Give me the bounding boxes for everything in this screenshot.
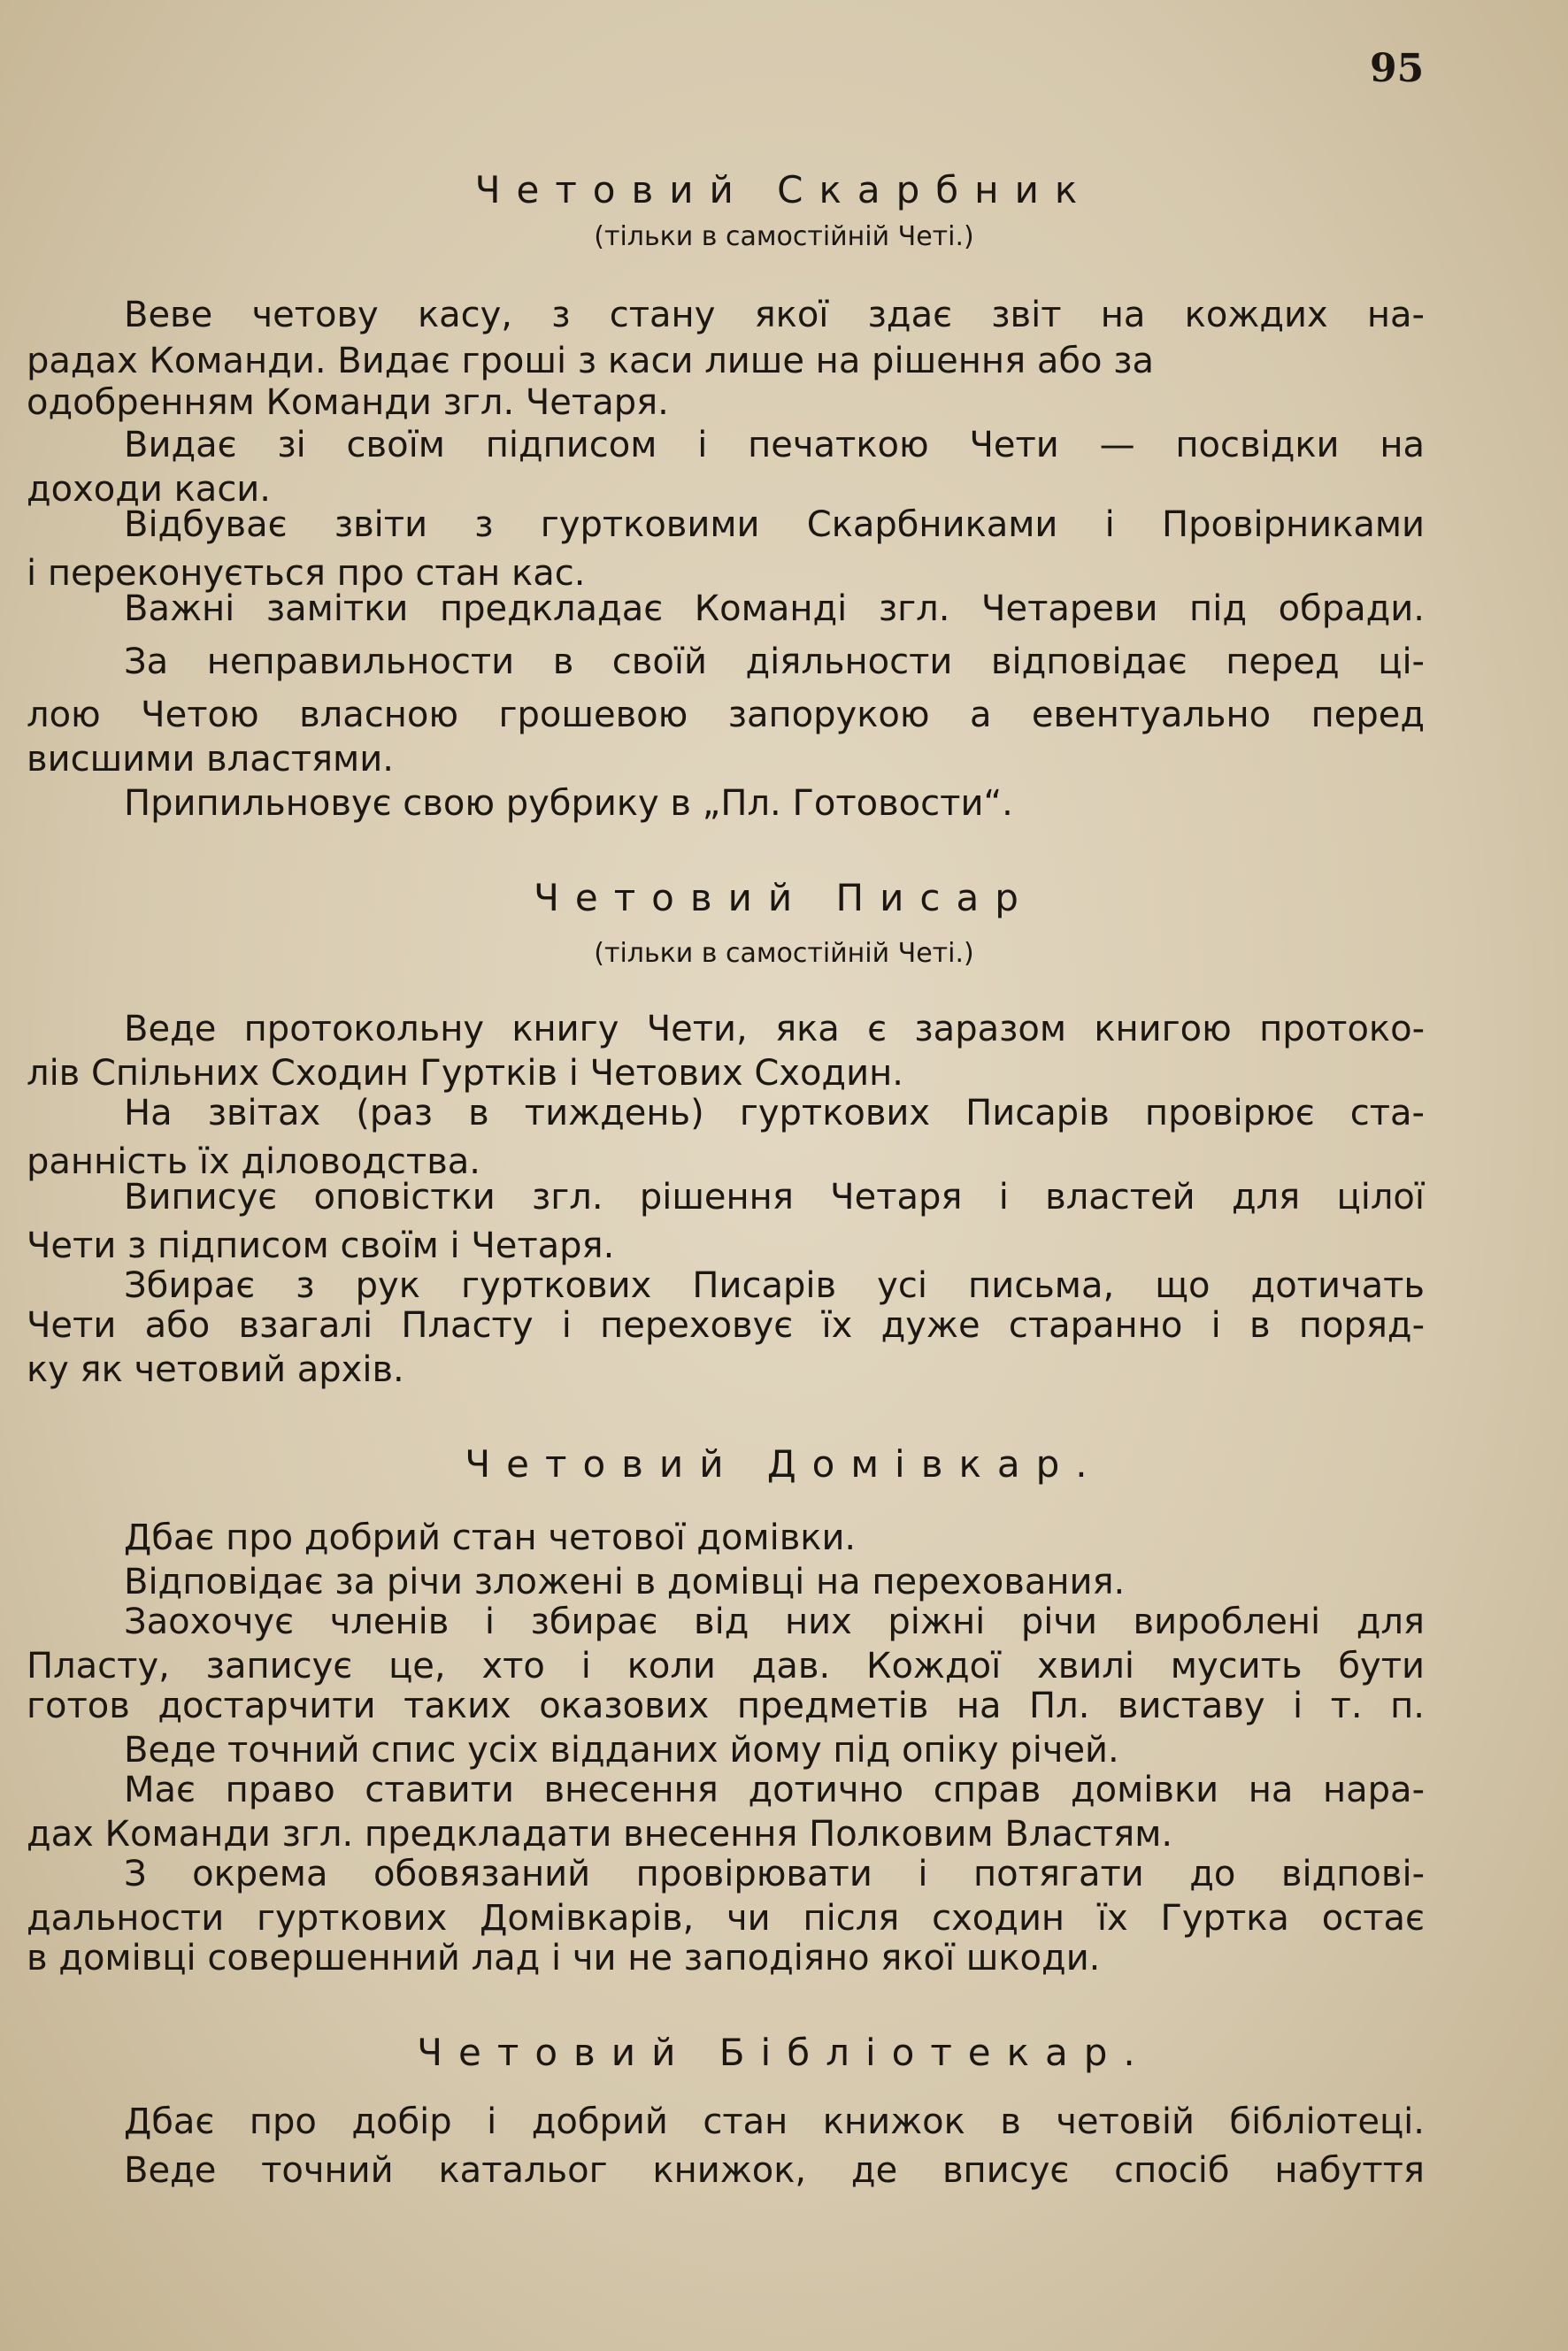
paragraph-line: радах Команди. Видає гроші з каси лише на рішення або за	[27, 341, 1155, 381]
section-heading-treasurer: Четовий Скарбник	[474, 168, 1094, 211]
paragraph-line: Має право ставити внесення дотично справ домівки на нара-	[124, 1770, 1425, 1810]
paragraph-line: На звітах (раз в тиждень) гурткових Писарів провірює ста-	[124, 1093, 1425, 1133]
paragraph-line: Припильновує свою рубрику в „Пл. Готовости“.	[124, 783, 1013, 824]
paragraph-line: лою Четою власною грошевою запорукою а евентуально перед	[27, 695, 1425, 735]
section-heading-caretaker: Четовий Домівкар.	[465, 1442, 1103, 1486]
section-subheading-treasurer: (тільки в самостійній Четі.)	[594, 221, 974, 252]
section-heading-librarian: Четовий Бібліотекар.	[417, 2031, 1151, 2074]
paragraph-line: одобренням Команди згл. Четаря.	[27, 382, 669, 423]
paragraph-line: Веде точний спис усіх відданих йому під опіку річей.	[124, 1730, 1119, 1771]
paragraph-line: дальности гурткових Домівкарів, чи після сходин їх Гуртка остає	[27, 1898, 1425, 1939]
paragraph-line: ку як четовий архів.	[27, 1349, 404, 1390]
paragraph-line: ранність їх діловодства.	[27, 1141, 481, 1182]
paragraph-line: З окрема обовязаний провірювати і потягати до відпові-	[124, 1854, 1425, 1894]
paragraph-line: Дбає про добрий стан четової домівки.	[124, 1517, 857, 1558]
paragraph-line: готов достарчити таких оказових предметів на Пл. виставу і т. п.	[27, 1686, 1425, 1726]
paragraph-line: лів Спільних Сходин Гуртків і Четових Сходин.	[27, 1053, 903, 1094]
paragraph-line: За неправильности в своїй діяльности відповідає перед ці-	[124, 642, 1425, 682]
section-subheading-clerk: (тільки в самостійній Четі.)	[594, 938, 974, 969]
paragraph-line: дах Команди згл. предкладати внесення Полковим Властям.	[27, 1814, 1173, 1855]
section-heading-clerk: Четовий Писар	[534, 876, 1034, 919]
paragraph-line: в домівці совершенний лад і чи не заподіяно якої шкоди.	[27, 1938, 1101, 1978]
paragraph-line: Дбає про добір і добрий стан книжок в четовій бібліотеці.	[124, 2101, 1425, 2142]
paragraph-line: і переконується про стан кас.	[27, 553, 586, 594]
paragraph-line: Збирає з рук гурткових Писарів усі письма, що дотичать	[124, 1265, 1425, 1306]
paragraph-line: Відповідає за річи зложені в домівці на перехования.	[124, 1562, 1126, 1602]
paragraph-line: Заохочує членів і збирає від них ріжні річи вироблені для	[124, 1602, 1425, 1642]
paragraph-line: Веде точний катальог книжок, де вписує спосіб набуття	[124, 2150, 1425, 2191]
paragraph-line: Веве четову касу, з стану якої здає звіт на кождих на-	[124, 295, 1425, 335]
paragraph-line: Чети або взагалі Пласту і переховує їх дуже старанно і в поряд-	[27, 1305, 1425, 1346]
paragraph-line: Відбуває звіти з гуртковими Скарбниками і Провірниками	[124, 504, 1425, 545]
paragraph-line: Пласту, записує це, хто і коли дав. Кождої хвилі мусить бути	[27, 1646, 1425, 1686]
paragraph-line: Чети з підписом своїм і Четаря.	[27, 1225, 615, 1266]
page-number: 95	[1370, 46, 1425, 91]
paragraph-line: Веде протокольну книгу Чети, яка є заразом книгою протоко-	[124, 1009, 1425, 1049]
paragraph-line: доходи каси.	[27, 469, 272, 510]
paragraph-line: висшими властями.	[27, 739, 394, 780]
paragraph-line: Виписує оповістки згл. рішення Четаря і властей для цілої	[124, 1177, 1425, 1218]
paragraph-line: Важні замітки предкладає Команді згл. Четареви під обради.	[124, 588, 1425, 629]
paragraph-line: Видає зі своїм підписом і печаткою Чети — посвідки на	[124, 425, 1425, 465]
